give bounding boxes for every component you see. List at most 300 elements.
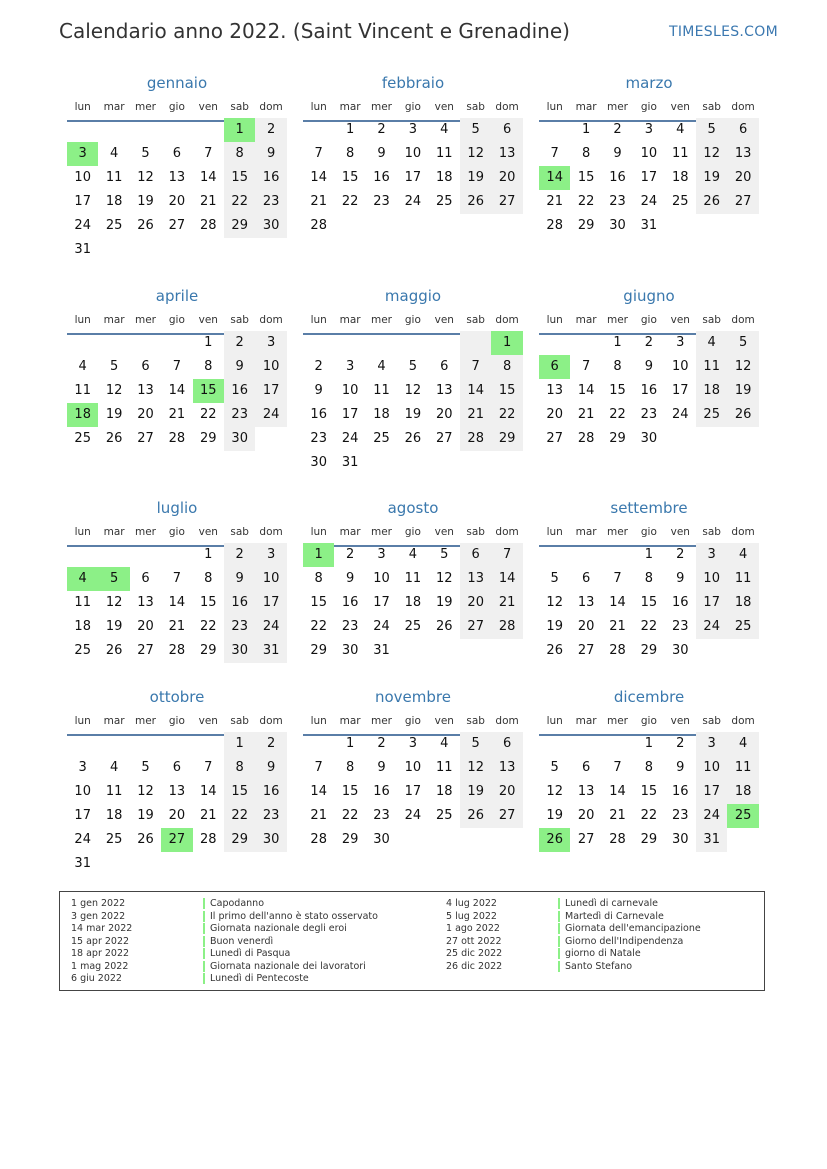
- day-cell: 4: [408, 547, 418, 562]
- day-cell: 17: [404, 784, 422, 799]
- day-cell: 20: [727, 166, 758, 190]
- month-name: maggio: [384, 287, 442, 305]
- day-cell: 4: [727, 732, 758, 756]
- day-cell: 29: [609, 431, 626, 446]
- day-cell: 20: [491, 166, 522, 190]
- day-cell: 12: [404, 383, 422, 398]
- legend-date: 15 apr 2022: [71, 935, 130, 947]
- holiday-day-cell: 14: [539, 166, 570, 190]
- day-cell: 6: [491, 732, 522, 756]
- legend-holiday-name: Il primo dell'anno è stato osservato: [203, 911, 378, 922]
- day-cell: 8: [314, 571, 323, 586]
- day-cell: 21: [200, 194, 217, 209]
- day-cell: 13: [491, 142, 522, 166]
- weekday-label: gio: [640, 314, 657, 326]
- day-cell: 14: [609, 595, 626, 610]
- day-cell: 5: [109, 359, 119, 374]
- day-cell: 30: [310, 455, 327, 470]
- day-cell: 31: [373, 643, 390, 658]
- day-cell: 15: [640, 784, 658, 799]
- day-cell: 6: [581, 571, 591, 586]
- legend-holiday-name: Lunedì di Pasqua: [203, 948, 290, 959]
- day-cell: 23: [224, 615, 255, 639]
- weekday-label: mar: [339, 526, 361, 538]
- day-cell: 15: [224, 166, 255, 190]
- day-cell: 31: [74, 242, 91, 257]
- page-title: Calendario anno 2022. (Saint Vincent e Grenadine): [59, 19, 570, 43]
- day-cell: 2: [613, 122, 622, 137]
- weekday-label: ven: [198, 526, 218, 538]
- day-cell: 3: [255, 331, 286, 355]
- day-cell: 16: [310, 407, 327, 422]
- day-cell: 20: [168, 808, 186, 823]
- day-cell: 11: [105, 170, 123, 185]
- day-cell: 21: [609, 808, 626, 823]
- day-cell: 17: [696, 780, 727, 804]
- day-cell: 4: [440, 736, 449, 751]
- day-cell: 9: [676, 760, 685, 775]
- day-cell: 14: [609, 784, 626, 799]
- day-cell: 29: [310, 643, 327, 658]
- day-cell: 16: [255, 780, 286, 804]
- brand-link[interactable]: TIMESLES.COM: [669, 24, 778, 40]
- day-cell: 15: [341, 784, 359, 799]
- weekday-label: lun: [74, 101, 91, 113]
- weekday-label: mar: [103, 101, 125, 113]
- day-cell: 30: [672, 832, 689, 847]
- day-cell: 8: [491, 355, 522, 379]
- day-cell: 13: [436, 383, 453, 398]
- day-cell: 7: [460, 355, 491, 379]
- day-cell: 22: [341, 808, 359, 823]
- weekday-label: dom: [259, 715, 283, 727]
- legend-holiday-name: Santo Stefano: [558, 961, 632, 972]
- weekday-label: mar: [575, 526, 597, 538]
- day-cell: 8: [613, 359, 622, 374]
- weekday-label: dom: [731, 314, 755, 326]
- day-cell: 28: [168, 643, 186, 658]
- weekday-label: mar: [103, 526, 125, 538]
- legend-holiday-name: Buon venerdì: [203, 936, 273, 947]
- day-cell: 2: [255, 732, 286, 756]
- day-cell: 14: [310, 784, 327, 799]
- day-cell: 17: [74, 194, 91, 209]
- day-cell: 19: [546, 808, 563, 823]
- day-cell: 18: [105, 194, 123, 209]
- day-cell: 19: [460, 166, 491, 190]
- day-cell: 10: [640, 146, 658, 161]
- day-cell: 19: [546, 619, 563, 634]
- legend-date: 6 giu 2022: [71, 973, 122, 984]
- day-cell: 30: [255, 214, 286, 238]
- day-cell: 3: [78, 760, 87, 775]
- day-cell: 16: [373, 784, 390, 799]
- day-cell: 4: [440, 122, 449, 137]
- day-cell: 23: [255, 190, 286, 214]
- day-cell: 17: [672, 383, 689, 398]
- day-cell: 10: [74, 170, 91, 185]
- legend-date: 4 lug 2022: [446, 898, 497, 909]
- weekday-label: lun: [310, 715, 327, 727]
- day-cell: 9: [644, 359, 654, 374]
- legend-holiday-name: Capodanno: [203, 898, 264, 909]
- day-cell: 10: [373, 571, 390, 586]
- day-cell: 13: [168, 170, 186, 185]
- day-cell: 22: [224, 190, 255, 214]
- day-cell: 2: [224, 543, 255, 567]
- day-cell: 1: [613, 335, 622, 350]
- day-cell: 5: [460, 732, 491, 756]
- day-cell: 24: [74, 832, 91, 847]
- day-cell: 8: [644, 571, 654, 586]
- day-cell: 27: [491, 804, 522, 828]
- day-cell: 24: [640, 194, 658, 209]
- day-cell: 9: [613, 146, 622, 161]
- day-cell: 20: [491, 780, 522, 804]
- weekday-label: ven: [434, 715, 454, 727]
- day-cell: 30: [672, 643, 689, 658]
- day-cell: 18: [74, 619, 91, 634]
- day-cell: 31: [696, 828, 727, 852]
- day-cell: 10: [696, 567, 727, 591]
- legend-date: 1 mag 2022: [71, 960, 129, 972]
- day-cell: 1: [644, 547, 654, 562]
- weekday-label: mer: [134, 715, 156, 727]
- holiday-day-cell: 18: [67, 403, 98, 427]
- day-cell: 2: [255, 118, 286, 142]
- day-cell: 12: [546, 784, 563, 799]
- day-cell: 9: [377, 146, 386, 161]
- day-cell: 16: [341, 595, 359, 610]
- day-cell: 3: [676, 335, 685, 350]
- weekday-label: lun: [74, 715, 91, 727]
- legend-date: 27 ott 2022: [446, 935, 502, 947]
- day-cell: 19: [105, 407, 123, 422]
- day-cell: 17: [74, 808, 91, 823]
- day-cell: 11: [105, 784, 123, 799]
- day-cell: 2: [676, 547, 685, 562]
- day-cell: 22: [200, 407, 217, 422]
- weekday-label: sab: [230, 314, 249, 326]
- day-cell: 26: [105, 643, 123, 658]
- day-cell: 7: [314, 146, 323, 161]
- month-name: settembre: [610, 499, 688, 517]
- weekday-label: mar: [575, 101, 597, 113]
- weekday-label: gio: [404, 101, 421, 113]
- weekday-label: mar: [339, 314, 361, 326]
- day-cell: 25: [74, 643, 91, 658]
- day-cell: 14: [310, 170, 327, 185]
- weekday-label: gio: [640, 526, 657, 538]
- day-cell: 13: [577, 595, 595, 610]
- day-cell: 31: [640, 218, 658, 233]
- day-cell: 12: [137, 170, 154, 185]
- day-cell: 20: [137, 407, 154, 422]
- day-cell: 4: [377, 359, 386, 374]
- weekday-label: sab: [702, 101, 721, 113]
- day-cell: 17: [404, 170, 422, 185]
- month-name: luglio: [156, 499, 198, 517]
- day-cell: 12: [105, 383, 123, 398]
- day-cell: 8: [345, 146, 355, 161]
- day-cell: 1: [204, 547, 213, 562]
- day-cell: 2: [224, 331, 255, 355]
- weekday-label: ven: [198, 101, 218, 113]
- day-cell: 25: [404, 619, 422, 634]
- day-cell: 16: [640, 383, 658, 398]
- day-cell: 18: [436, 784, 453, 799]
- month-name: agosto: [387, 499, 439, 517]
- day-cell: 29: [640, 643, 658, 658]
- day-cell: 21: [168, 619, 186, 634]
- day-cell: 16: [672, 784, 689, 799]
- day-cell: 19: [105, 619, 123, 634]
- weekday-label: ven: [670, 101, 690, 113]
- day-cell: 3: [255, 543, 286, 567]
- day-cell: 13: [137, 595, 154, 610]
- weekday-label: dom: [495, 715, 519, 727]
- day-cell: 21: [577, 407, 595, 422]
- day-cell: 30: [640, 431, 658, 446]
- weekday-label: sab: [230, 101, 249, 113]
- day-cell: 26: [137, 832, 154, 847]
- legend-date: 1 ago 2022: [446, 923, 500, 934]
- day-cell: 1: [581, 122, 591, 137]
- day-cell: 22: [341, 194, 359, 209]
- day-cell: 25: [373, 431, 390, 446]
- day-cell: 23: [373, 194, 390, 209]
- day-cell: 6: [172, 760, 182, 775]
- day-cell: 8: [644, 760, 654, 775]
- day-cell: 14: [200, 784, 217, 799]
- day-cell: 15: [224, 780, 255, 804]
- day-cell: 23: [609, 194, 626, 209]
- day-cell: 4: [727, 543, 758, 567]
- day-cell: 31: [341, 455, 359, 470]
- day-cell: 5: [727, 331, 758, 355]
- day-cell: 21: [546, 194, 563, 209]
- holiday-day-cell: 1: [491, 331, 522, 355]
- day-cell: 17: [341, 407, 359, 422]
- weekday-label: sab: [466, 526, 485, 538]
- weekday-label: ven: [198, 715, 218, 727]
- day-cell: 10: [404, 146, 422, 161]
- day-cell: 9: [224, 567, 255, 591]
- day-cell: 3: [408, 122, 418, 137]
- day-cell: 13: [168, 784, 186, 799]
- day-cell: 3: [696, 732, 727, 756]
- weekday-label: dom: [495, 314, 519, 326]
- day-cell: 6: [460, 543, 491, 567]
- weekday-label: lun: [310, 526, 327, 538]
- day-cell: 15: [577, 170, 595, 185]
- day-cell: 28: [609, 832, 626, 847]
- day-cell: 25: [672, 194, 689, 209]
- legend-date: 25 dic 2022: [446, 948, 503, 959]
- day-cell: 21: [491, 591, 522, 615]
- day-cell: 5: [696, 118, 727, 142]
- day-cell: 19: [404, 407, 422, 422]
- day-cell: 10: [696, 756, 727, 780]
- day-cell: 24: [255, 615, 286, 639]
- day-cell: 24: [341, 431, 359, 446]
- day-cell: 11: [436, 760, 453, 775]
- weekday-label: lun: [74, 314, 91, 326]
- day-cell: 21: [168, 407, 186, 422]
- day-cell: 5: [141, 146, 150, 161]
- day-cell: 22: [200, 619, 217, 634]
- month-name: novembre: [375, 688, 451, 706]
- day-cell: 5: [550, 760, 559, 775]
- day-cell: 22: [640, 619, 658, 634]
- day-cell: 7: [172, 571, 182, 586]
- day-cell: 8: [224, 756, 255, 780]
- day-cell: 6: [172, 146, 182, 161]
- day-cell: 28: [310, 832, 327, 847]
- legend-holiday-name: Giornata nazionale degli eroi: [203, 923, 347, 934]
- day-cell: 30: [255, 828, 286, 852]
- day-cell: 6: [141, 571, 150, 586]
- day-cell: 11: [696, 355, 727, 379]
- day-cell: 18: [436, 170, 453, 185]
- day-cell: 7: [613, 760, 622, 775]
- day-cell: 26: [727, 403, 758, 427]
- day-cell: 17: [696, 591, 727, 615]
- day-cell: 20: [577, 808, 595, 823]
- day-cell: 9: [255, 756, 286, 780]
- weekday-label: dom: [731, 101, 755, 113]
- day-cell: 29: [640, 832, 658, 847]
- day-cell: 9: [377, 760, 386, 775]
- day-cell: 20: [137, 619, 154, 634]
- legend-date: 14 mar 2022: [71, 923, 133, 934]
- day-cell: 10: [404, 760, 422, 775]
- day-cell: 15: [200, 595, 217, 610]
- day-cell: 29: [491, 427, 522, 451]
- day-cell: 3: [644, 122, 654, 137]
- day-cell: 11: [373, 383, 390, 398]
- day-cell: 23: [341, 619, 359, 634]
- day-cell: 29: [577, 218, 595, 233]
- day-cell: 12: [460, 142, 491, 166]
- weekday-label: sab: [466, 715, 485, 727]
- day-cell: 24: [74, 218, 91, 233]
- day-cell: 18: [404, 595, 422, 610]
- day-cell: 23: [224, 403, 255, 427]
- day-cell: 28: [200, 832, 217, 847]
- weekday-label: dom: [259, 101, 283, 113]
- day-cell: 28: [310, 218, 327, 233]
- weekday-label: gio: [640, 101, 657, 113]
- weekday-label: gio: [404, 526, 421, 538]
- day-cell: 10: [255, 355, 286, 379]
- weekday-label: dom: [259, 314, 283, 326]
- day-cell: 12: [460, 756, 491, 780]
- day-cell: 31: [74, 856, 91, 871]
- weekday-label: mer: [606, 101, 628, 113]
- day-cell: 24: [404, 808, 422, 823]
- day-cell: 1: [345, 122, 355, 137]
- day-cell: 5: [440, 547, 449, 562]
- month-name: giugno: [623, 287, 675, 305]
- day-cell: 7: [550, 146, 559, 161]
- weekday-label: dom: [495, 526, 519, 538]
- day-cell: 25: [436, 808, 453, 823]
- day-cell: 9: [345, 571, 355, 586]
- day-cell: 29: [200, 431, 217, 446]
- day-cell: 7: [314, 760, 323, 775]
- day-cell: 26: [460, 804, 491, 828]
- day-cell: 14: [200, 170, 217, 185]
- weekday-label: lun: [546, 715, 563, 727]
- day-cell: 7: [613, 571, 622, 586]
- weekday-label: lun: [310, 314, 327, 326]
- weekday-label: dom: [495, 101, 519, 113]
- day-cell: 8: [345, 760, 355, 775]
- legend-holiday-name: Lunedì di carnevale: [558, 898, 658, 909]
- holiday-day-cell: 1: [224, 118, 255, 142]
- weekday-label: ven: [670, 715, 690, 727]
- day-cell: 27: [546, 431, 563, 446]
- day-cell: 11: [672, 146, 689, 161]
- day-cell: 12: [727, 355, 758, 379]
- day-cell: 17: [255, 591, 286, 615]
- weekday-label: gio: [168, 526, 185, 538]
- weekday-label: gio: [168, 715, 185, 727]
- day-cell: 25: [105, 832, 123, 847]
- holiday-day-cell: 1: [303, 543, 334, 567]
- day-cell: 26: [546, 643, 563, 658]
- day-cell: 14: [491, 567, 522, 591]
- day-cell: 22: [640, 808, 658, 823]
- day-cell: 15: [310, 595, 327, 610]
- weekday-label: mar: [575, 314, 597, 326]
- day-cell: 15: [640, 595, 658, 610]
- day-cell: 20: [546, 407, 563, 422]
- legend-date: 5 lug 2022: [446, 910, 497, 922]
- day-cell: 3: [696, 543, 727, 567]
- day-cell: 22: [491, 403, 522, 427]
- day-cell: 29: [224, 828, 255, 852]
- month-name: marzo: [625, 74, 673, 92]
- day-cell: 20: [577, 619, 595, 634]
- weekday-label: mer: [134, 314, 156, 326]
- day-cell: 19: [137, 808, 154, 823]
- day-cell: 2: [377, 122, 386, 137]
- holiday-day-cell: 25: [727, 804, 758, 828]
- legend-holiday-name: Giornata dell'emancipazione: [558, 923, 701, 934]
- day-cell: 22: [224, 804, 255, 828]
- day-cell: 3: [345, 359, 355, 374]
- day-cell: 3: [408, 736, 418, 751]
- day-cell: 15: [491, 379, 522, 403]
- day-cell: 10: [341, 383, 359, 398]
- day-cell: 28: [491, 615, 522, 639]
- weekday-label: mer: [370, 314, 392, 326]
- day-cell: 23: [672, 808, 689, 823]
- day-cell: 8: [581, 146, 591, 161]
- day-cell: 21: [310, 194, 327, 209]
- day-cell: 10: [255, 567, 286, 591]
- day-cell: 5: [141, 760, 150, 775]
- legend-holiday-name: Martedì di Carnevale: [558, 911, 664, 922]
- weekday-label: mar: [339, 715, 361, 727]
- day-cell: 19: [460, 780, 491, 804]
- day-cell: 20: [460, 591, 491, 615]
- day-cell: 28: [460, 427, 491, 451]
- day-cell: 1: [224, 732, 255, 756]
- day-cell: 7: [491, 543, 522, 567]
